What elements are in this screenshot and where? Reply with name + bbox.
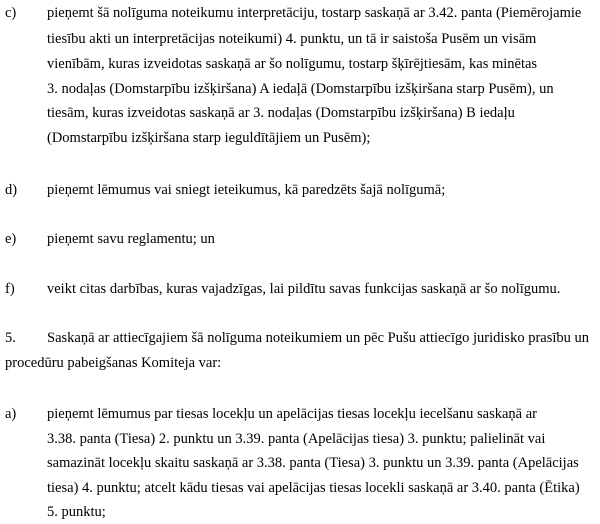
text-line: tiesa) 4. punktu; atcelt kādu tiesas vai apelācijas tiesas locekli saskaņā ar 3.40. panta (Ētika): [47, 480, 580, 496]
text-line: pieņemt lēmumus vai sniegt ieteikumus, kā paredzēts šajā nolīgumā;: [47, 182, 446, 198]
text-line: pieņemt šā nolīguma noteikumu interpretāciju, tostarp saskaņā ar 3.42. panta (Piemērojamie: [47, 5, 582, 21]
text-line: pieņemt savu reglamentu; un: [47, 231, 215, 247]
text-line: Saskaņā ar attiecīgajiem šā nolīguma noteikumiem un pēc Pušu attiecīgo juridisko prasību un: [47, 330, 590, 346]
text-line: (Domstarpību izšķiršana starp ieguldītājiem un Pusēm);: [47, 130, 371, 146]
text-line: veikt citas darbības, kuras vajadzīgas, lai pildītu savas funkcijas saskaņā ar šo nolīgumu.: [47, 281, 561, 297]
text-line: 5. punktu;: [47, 504, 106, 520]
list-marker: a): [5, 406, 17, 422]
text-line: procedūru pabeigšanas Komiteja var:: [5, 355, 222, 371]
text-line: 3. nodaļas (Domstarpību izšķiršana) A iedaļā (Domstarpību izšķiršana starp Pusēm), un: [47, 81, 554, 97]
list-marker: c): [5, 5, 17, 21]
paragraph-marker: 5.: [5, 330, 16, 346]
text-line: tiesām, kuras izveidotas saskaņā ar 3. nodaļas (Domstarpību izšķiršana) B iedaļu: [47, 105, 515, 121]
list-marker: d): [5, 182, 18, 198]
text-line: pieņemt lēmumus par tiesas locekļu un apelācijas tiesas locekļu iecelšanu saskaņā ar: [47, 406, 538, 422]
text-line: tiesību akti un interpretācijas noteikumi) 4. punktu, un tā ir saistoša Pusēm un visām: [47, 31, 537, 47]
text-line: samazināt locekļu skaitu saskaņā ar 3.38. panta (Tiesa) 3. punktu un 3.39. panta (Apelācijas: [47, 455, 579, 471]
list-marker: f): [5, 281, 15, 297]
list-marker: e): [5, 231, 17, 247]
text-line: 3.38. panta (Tiesa) 2. punktu un 3.39. panta (Apelācijas tiesa) 3. punktu; palielināt vai: [47, 431, 546, 447]
text-line: vienībām, kuras izveidotas saskaņā ar šo nolīgumu, tostarp šķīrējtiesām, kas minētas: [47, 56, 538, 72]
